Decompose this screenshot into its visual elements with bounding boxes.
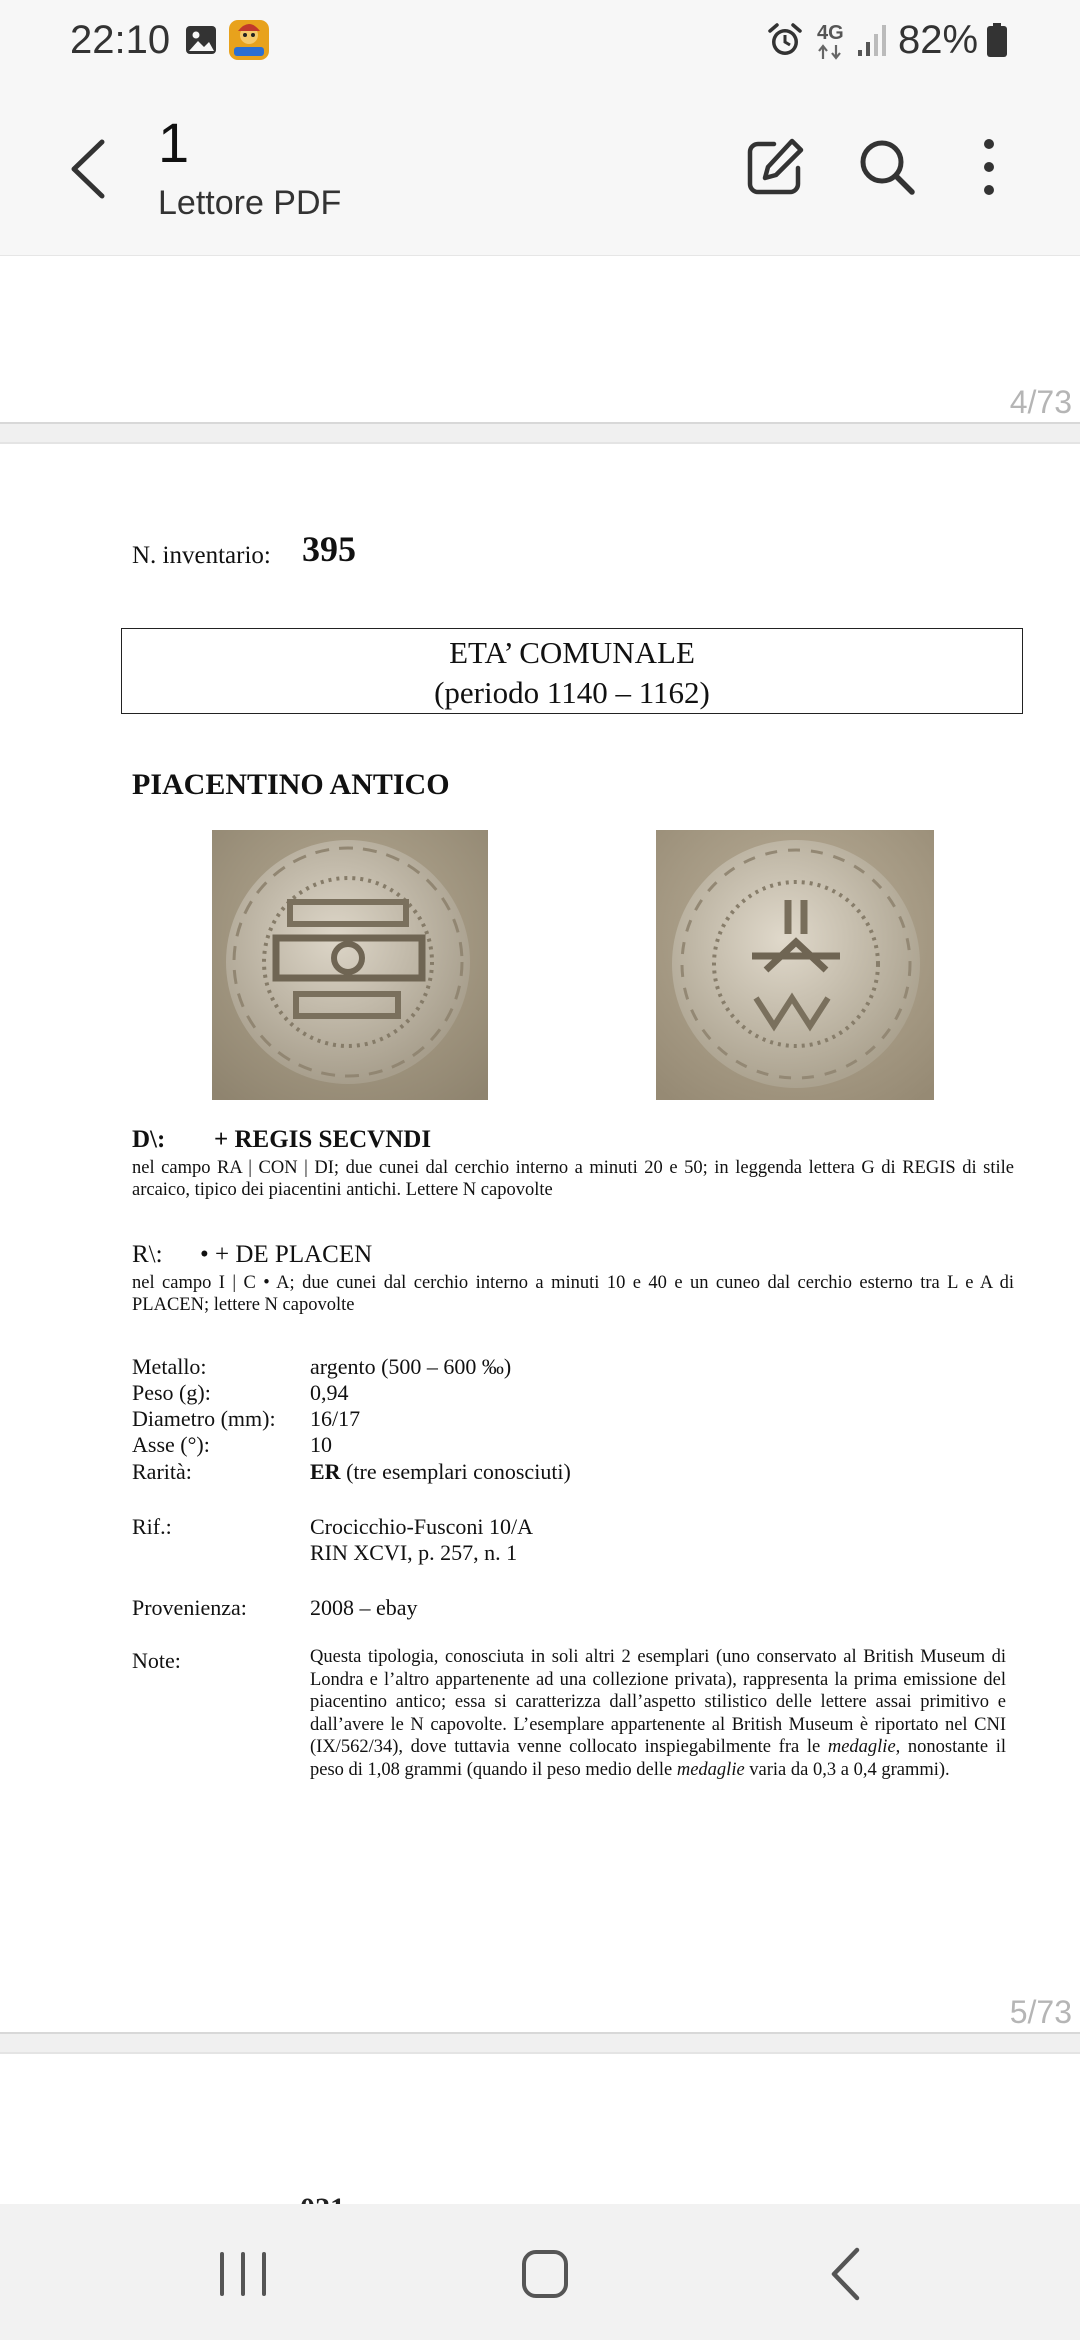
peso-value: 0,94	[310, 1380, 349, 1405]
rif-line1: Crocicchio-Fusconi 10/A	[310, 1514, 534, 1539]
status-bar	[0, 0, 1080, 80]
inventory-label: N. inventario:	[132, 542, 271, 569]
note-italic: medaglie	[676, 1759, 745, 1780]
note-italic: medaglie	[827, 1737, 896, 1757]
rarita-label: Rarità:	[132, 1459, 192, 1484]
rarita-value	[310, 1459, 571, 1485]
asse-label: Asse (°):	[132, 1432, 210, 1457]
search-icon	[863, 143, 912, 192]
alarm-icon	[766, 21, 804, 59]
metallo-value: argento (500 – 600 ‰)	[310, 1354, 512, 1379]
coin-heading: PIACENTINO ANTICO	[132, 768, 450, 801]
status-time: 22:10	[70, 18, 171, 62]
reverse-description: nel campo I | C • A; due cunei dal cerchio interno a minuti 10 e 40 e un cuneo dal cerchio esterno tra L e A di PLACEN; lettere N capovolte	[132, 1273, 1014, 1315]
obverse-description: nel campo RA | CON | DI; due cunei dal cerchio interno a minuti 20 e 50; in leggenda lettera G di REGIS di stile arcaico, tipico dei piacentini antichi. Lettere N capovolte	[132, 1158, 1014, 1200]
note-text-part: Questa tipologia, conosciuta in soli altri 2 esemplari (uno conservato al British Museum di Londra e l’altro appartenente ad una collezione privata), rappresenta la prima emissione del piacentino antico; essa si caratterizza dall’aspetto stilistico delle lettere assai primitivo e dall’avere le N capovolte. L’esemplare appartenente al British Museum è riportato nel CNI (IX/562/34), dove tuttavia venne collocato inspiegabilmente fra le	[310, 1647, 1006, 1757]
network-type: 4G	[817, 22, 844, 44]
game-app-icon	[228, 19, 270, 61]
image-icon	[184, 22, 218, 58]
provenienza-value: 2008 – ebay	[310, 1595, 418, 1620]
reverse-legend: • + DE PLACEN	[200, 1241, 373, 1268]
app-subtitle: Lettore PDF	[158, 184, 342, 222]
coin-obverse-image	[212, 830, 488, 1100]
edit-icon	[750, 141, 801, 192]
more-options-button[interactable]	[954, 132, 1024, 202]
home-button[interactable]	[510, 2244, 580, 2304]
coin-reverse-image	[656, 830, 934, 1100]
rarita-grade: ER	[310, 1459, 341, 1484]
reverse-label: R\:	[132, 1241, 163, 1268]
obverse-legend: + REGIS SECVNDI	[214, 1126, 432, 1153]
back-button[interactable]	[60, 134, 120, 204]
diametro-label: Diametro (mm):	[132, 1406, 276, 1431]
battery-percent: 82%	[898, 18, 979, 62]
recents-button[interactable]	[208, 2244, 278, 2304]
nav-back-button[interactable]	[812, 2244, 882, 2304]
era-period: (periodo 1140 – 1162)	[434, 675, 710, 710]
rif-line2: RIN XCVI, p. 257, n. 1	[310, 1540, 518, 1565]
chevron-left-icon	[74, 142, 102, 196]
nav-back-icon	[834, 2250, 857, 2298]
metallo-label: Metallo:	[132, 1354, 207, 1379]
note-label: Note:	[132, 1648, 181, 1673]
home-icon	[524, 2252, 566, 2296]
obverse-label: D\:	[132, 1126, 166, 1153]
rarita-note: (tre esemplari conosciuti)	[340, 1459, 571, 1484]
era-box	[121, 628, 1023, 714]
app-bar	[0, 80, 1080, 256]
more-vert-icon	[984, 139, 994, 195]
page-counter-prev: 4/73	[1009, 384, 1072, 420]
inventory-number: 395	[302, 529, 356, 569]
document-title: 1	[158, 111, 190, 174]
recents-icon	[222, 2254, 264, 2294]
page-separator	[0, 422, 1080, 444]
edit-button[interactable]	[740, 132, 810, 202]
diametro-value: 16/17	[310, 1406, 361, 1431]
page-separator	[0, 2032, 1080, 2054]
battery-icon	[986, 22, 1008, 58]
pdf-viewer[interactable]	[0, 256, 1080, 2204]
rif-label: Rif.:	[132, 1514, 172, 1539]
navigation-bar	[0, 2204, 1080, 2340]
data-arrows-icon	[816, 44, 844, 60]
signal-icon	[856, 22, 890, 58]
provenienza-label: Provenienza:	[132, 1595, 247, 1620]
search-button[interactable]	[852, 132, 922, 202]
peso-label: Peso (g):	[132, 1380, 211, 1405]
era-title: ETA’ COMUNALE	[449, 635, 695, 670]
note-text-part: varia da 0,3 a 0,4 grammi).	[744, 1759, 950, 1780]
asse-value: 10	[310, 1432, 332, 1457]
page-counter-current: 5/73	[1009, 1994, 1072, 2030]
note-text-part: , nonostante il peso di 1,08 grammi (quando il peso medio delle	[310, 1737, 1007, 1780]
note-text	[310, 1646, 1006, 1781]
